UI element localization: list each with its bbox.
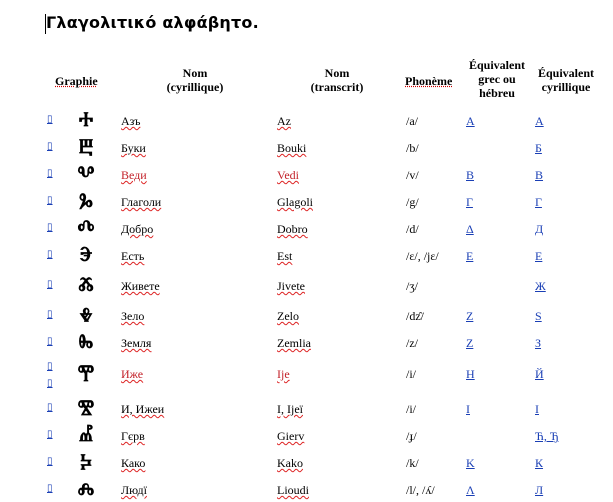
cyrillic-equivalent-link[interactable]: Б (535, 141, 542, 155)
image-link-icon[interactable]: ▯ (47, 336, 53, 347)
greek-equivalent-link[interactable]: Η (466, 367, 475, 381)
image-link-icon[interactable]: ▯ (47, 168, 53, 179)
greek-equivalent-link[interactable]: Δ (466, 222, 474, 236)
transcribed-name: I, Ijeï (277, 402, 303, 416)
cyrillic-equivalent-link[interactable]: К (535, 456, 544, 470)
greek-equivalent-link[interactable]: Ε (466, 249, 474, 263)
transcribed-name: Est (277, 249, 293, 263)
cyrillic-name: Есть (121, 249, 145, 263)
greek-equivalent-link[interactable]: Ι (466, 402, 470, 416)
cyrillic-name: Гєрв (121, 429, 145, 443)
glagolitic-letter: Ⰳ (79, 188, 93, 212)
image-link-icon[interactable]: ▯ (47, 249, 53, 260)
image-link-icon[interactable]: ▯ (47, 378, 53, 389)
transcribed-name: Zemlia (277, 336, 311, 350)
transcribed-name: Dobro (277, 222, 308, 236)
phoneme: /i/ (406, 402, 417, 416)
image-link-icon[interactable]: ▯ (47, 483, 53, 494)
cyrillic-name: Людї (121, 483, 147, 497)
glagolitic-letter: Ⰶ (78, 272, 94, 296)
table-row (0, 272, 613, 298)
phoneme: /a/ (406, 114, 418, 128)
cyrillic-name: Буки (121, 141, 146, 155)
header-nom-transcrit: Nom (transcrit) (310, 66, 364, 94)
transcribed-name: Bouki (277, 141, 307, 155)
transcribed-name: Zelo (277, 309, 299, 323)
cyrillic-equivalent-link[interactable]: Ж (535, 279, 546, 293)
cyrillic-name: Добро (121, 222, 154, 236)
table-row (0, 107, 613, 133)
table-row (0, 215, 613, 241)
cyrillic-equivalent-link[interactable]: Е (535, 249, 543, 263)
table-row (0, 422, 613, 448)
image-link-icon[interactable]: ▯ (47, 141, 53, 152)
image-link-icon[interactable]: ▯ (47, 402, 53, 413)
table-row (0, 476, 613, 502)
phoneme: /ʒ/ (406, 279, 418, 293)
cyrillic-name: Живете (121, 279, 160, 293)
cyrillic-name: И, Ижеи (121, 402, 165, 416)
glagolitic-letter: Ⰴ (77, 215, 95, 239)
cyrillic-equivalent-link[interactable]: Ѕ (535, 309, 542, 323)
header-equivalent-cyrillique: Équivalent cyrillique (537, 66, 594, 94)
glagolitic-letter: Ⰹ (77, 360, 95, 384)
glagolitic-letter: Ⰲ (77, 161, 95, 185)
table-row (0, 302, 613, 328)
image-link-icon[interactable]: ▯ (47, 456, 53, 467)
cyrillic-equivalent-link[interactable]: А (535, 114, 544, 128)
transcribed-name: Jivete (277, 279, 305, 293)
cyrillic-name: Азъ (121, 114, 141, 128)
greek-equivalent-link[interactable]: Α (466, 114, 475, 128)
table-row (0, 161, 613, 187)
cyrillic-equivalent-link[interactable]: Г (535, 195, 542, 209)
phoneme: /d/ (406, 222, 419, 236)
document-title: Γλαγολιτικό αλφάβητο. (46, 13, 259, 32)
table-row (0, 188, 613, 214)
table-row (0, 134, 613, 160)
greek-equivalent-link[interactable]: Γ (466, 195, 473, 209)
glagolitic-letter: Ⰱ (78, 134, 94, 158)
header-nom-cyrillique: Nom (cyrillique) (166, 66, 224, 94)
table-row (0, 360, 613, 389)
greek-equivalent-link[interactable]: Β (466, 168, 475, 182)
transcribed-name: Lioudi (277, 483, 309, 497)
phoneme: /g/ (406, 195, 419, 209)
transcribed-name: Glagoli (277, 195, 313, 209)
image-link-icon[interactable]: ▯ (47, 222, 53, 233)
cyrillic-equivalent-link[interactable]: Ћ, Ђ (535, 429, 559, 443)
greek-equivalent-link[interactable]: Κ (466, 456, 475, 470)
transcribed-name: Ije (277, 367, 290, 381)
cyrillic-equivalent-link[interactable]: Л (535, 483, 544, 497)
phoneme: /v/ (406, 168, 419, 182)
header-equivalent-grec: Équivalent grec ou hébreu (468, 58, 525, 100)
table-row (0, 395, 613, 421)
cyrillic-name: Зело (121, 309, 145, 323)
glagolitic-letter: Ⰷ (79, 302, 93, 326)
phoneme: /z/ (406, 336, 418, 350)
phoneme: /ɟ/ (406, 429, 417, 443)
transcribed-name: Az (277, 114, 291, 128)
image-link-icon[interactable]: ▯ (47, 195, 53, 206)
greek-equivalent-link[interactable]: Ζ (466, 309, 474, 323)
transcribed-name: Vedi (277, 168, 299, 182)
cyrillic-equivalent-link[interactable]: В (535, 168, 544, 182)
cyrillic-equivalent-link[interactable]: З (535, 336, 542, 350)
cyrillic-name: Иже (121, 367, 144, 381)
glagolitic-letter: Ⰸ (78, 329, 94, 353)
transcribed-name: Gierv (277, 429, 305, 443)
glagolitic-letter: Ⰺ (77, 395, 95, 419)
cyrillic-name: Земля (121, 336, 152, 350)
cyrillic-name: Веди (121, 168, 147, 182)
glagolitic-letter: Ⰽ (80, 449, 92, 473)
table-row (0, 242, 613, 268)
phoneme: /i/ (406, 367, 417, 381)
image-link-icon[interactable]: ▯ (47, 361, 53, 372)
greek-equivalent-link[interactable]: Λ (466, 483, 475, 497)
phoneme: /dz̑/ (406, 309, 424, 323)
phoneme: /ɛ/, /jɛ/ (406, 249, 439, 263)
transcribed-name: Kako (277, 456, 303, 470)
cyrillic-equivalent-link[interactable]: Й (535, 367, 544, 381)
cyrillic-name: Како (121, 456, 146, 470)
header-phoneme: Phonème (405, 74, 453, 88)
greek-equivalent-link[interactable]: Ζ (466, 336, 474, 350)
image-link-icon[interactable]: ▯ (47, 114, 53, 125)
glagolitic-letter: Ⰾ (77, 476, 95, 500)
cyrillic-equivalent-link[interactable]: І (535, 402, 539, 416)
cyrillic-equivalent-link[interactable]: Д (535, 222, 544, 236)
glagolitic-letter: Ⰰ (78, 107, 94, 131)
glagolitic-letter: Ⰵ (79, 242, 93, 266)
glagolitic-letter: Ⰼ (78, 422, 94, 446)
cyrillic-name: Глаголи (121, 195, 162, 209)
image-link-icon[interactable]: ▯ (47, 279, 53, 290)
image-link-icon[interactable]: ▯ (47, 309, 53, 320)
image-link-icon[interactable]: ▯ (47, 429, 53, 440)
header-graphie: Graphie (55, 74, 98, 88)
phoneme: /b/ (406, 141, 419, 155)
table-row (0, 329, 613, 355)
phoneme: /l/, /ʎ/ (406, 483, 435, 497)
table-row (0, 449, 613, 475)
phoneme: /k/ (406, 456, 419, 470)
